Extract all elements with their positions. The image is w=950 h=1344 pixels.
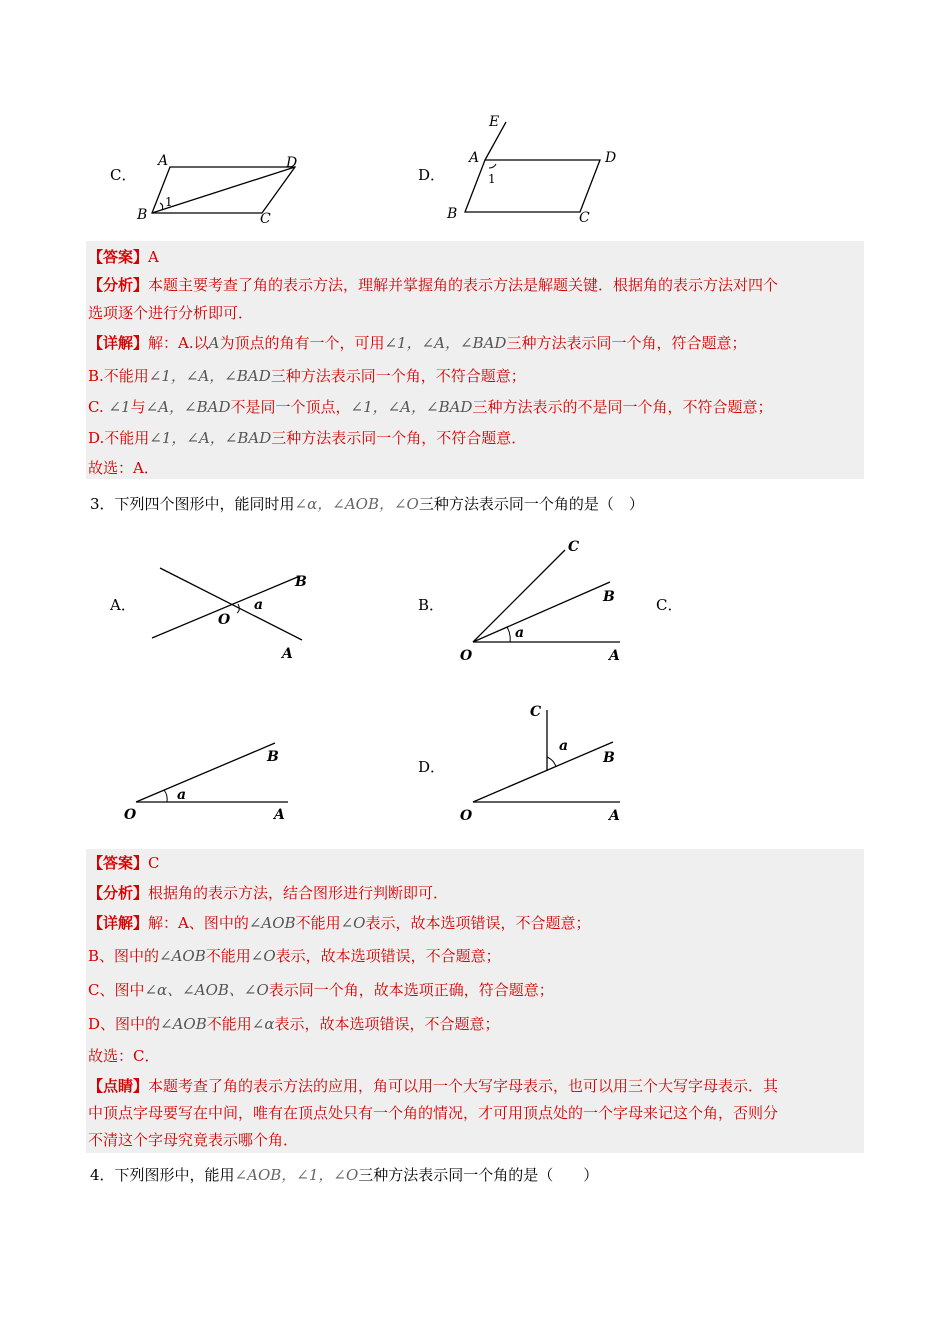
q2-detail-line-2 [88, 365, 526, 386]
q2-detail-3m2: ∠A，∠BAD [145, 398, 231, 416]
q3-option-c-label: C． [656, 596, 683, 614]
q3-detail-1a: 解：A、图中的 [148, 914, 249, 932]
q2d-label-A: A [469, 150, 480, 166]
q3-detail-1m2: ∠O [340, 914, 366, 932]
q2d-label-D: D [605, 150, 617, 166]
q2c-label-1: 1 [165, 195, 173, 209]
q3-detail-2a: B、图中的 [88, 947, 160, 965]
q2-option-c-label: C． [110, 166, 137, 184]
q2-analysis-text-1: 本题主要考查了角的表示方法，理解并掌握角的表示方法是解题关键．根据角的表示方法对四个 [148, 276, 779, 294]
q3-option-a-label: A． [110, 596, 136, 614]
q2c-label-A: A [158, 153, 169, 169]
q3b-label-B: B [603, 589, 615, 605]
q3c-label-O: O [124, 807, 137, 823]
q2-detail-1b: 为顶点的角有一个，可用 [219, 334, 385, 352]
q3-choice-line: 故选：C． [88, 1047, 160, 1065]
q3-detail-2m2: ∠O [250, 947, 276, 965]
q2-detail-1m: A [208, 334, 220, 352]
q2-detail-3b: 与 [130, 398, 146, 416]
q3-detail-4m2: ∠α [251, 1015, 275, 1033]
q2-detail-line-4 [88, 427, 526, 448]
q3-detail-line-1 [88, 912, 591, 933]
q2-answer-tag: 【答案】 [88, 248, 149, 266]
q3-stem-math: ∠α，∠AOB，∠O [294, 495, 419, 513]
q2-choice-line: 故选：A． [88, 459, 159, 477]
q2-analysis-line-2: 选项逐个进行分析即可． [88, 304, 254, 322]
q3-figure-a [140, 560, 320, 665]
q3b-label-A: A [609, 648, 620, 664]
q2-detail-3m3: ∠1，∠A，∠BAD [350, 398, 473, 416]
q3c-label-alpha: a [177, 787, 187, 803]
q3-detail-4b: 不能用 [206, 1015, 252, 1033]
q3-figure-d [455, 700, 635, 827]
q3-comment-tag: 【点睛】 [88, 1077, 149, 1095]
q2d-label-E: E [489, 114, 500, 130]
q2-analysis-line-1 [88, 274, 778, 295]
q2-option-d-label: D． [418, 166, 446, 184]
q3-detail-2m: ∠AOB [159, 947, 206, 965]
q2-answer-box [86, 241, 864, 479]
q3-option-d-label: D． [418, 758, 446, 776]
q2-detail-4m: ∠1，∠A，∠BAD [149, 429, 272, 447]
q2-answer-line [88, 246, 159, 267]
q3-stem [90, 493, 644, 514]
q3-analysis-text: 根据角的表示方法，结合图形进行判断即可． [148, 884, 449, 902]
q3-detail-tag: 【详解】 [88, 914, 149, 932]
q3-analysis-tag: 【分析】 [88, 884, 149, 902]
q2d-label-B: B [447, 206, 458, 222]
q3-answer-value: C [148, 854, 160, 872]
q3a-label-O: O [218, 612, 231, 628]
q3-figure-c [120, 735, 300, 827]
q3-option-b-label: B． [418, 596, 445, 614]
q2d-label-1: 1 [488, 172, 496, 186]
q3c-label-A: A [274, 807, 285, 823]
q3-detail-2c: 表示，故本选项错误，不合题意； [275, 947, 501, 965]
q2d-label-C: C [579, 210, 590, 226]
q2-detail-2a: B.不能用 [88, 367, 149, 385]
q3-comment-line-1 [88, 1075, 778, 1096]
q3-detail-3m: ∠α、∠AOB、∠O [144, 981, 269, 999]
q3-comment-1: 本题考查了角的表示方法的应用，角可以用一个大写字母表示，也可以用三个大写字母表示．其 [148, 1077, 779, 1095]
q3b-label-C: C [568, 539, 580, 555]
q3-figure-b [455, 535, 635, 665]
q4-stem-math: ∠AOB，∠1，∠O [234, 1166, 359, 1184]
q3a-label-alpha: a [254, 597, 264, 613]
q2-detail-2m: ∠1，∠A，∠BAD [148, 367, 271, 385]
q2-figure-c [130, 145, 310, 230]
q2-detail-3a: C. [88, 398, 109, 416]
q3d-label-C: C [530, 704, 542, 720]
q2-detail-4b: 三种方法表示同一个角，不符合题意． [271, 429, 527, 447]
q2-detail-line-3 [88, 396, 772, 417]
q3-detail-1b: 不能用 [295, 914, 341, 932]
q3-answer-tag: 【答案】 [88, 854, 149, 872]
q2-detail-line-1 [88, 332, 746, 353]
q4-stem-b: 三种方法表示同一个角的是（ ） [358, 1166, 599, 1184]
q3c-label-B: B [267, 749, 279, 765]
q2-detail-3m: ∠1 [108, 398, 131, 416]
q3-detail-3a: C、图中 [88, 981, 145, 999]
q3-detail-line-4 [88, 1013, 500, 1034]
q2-detail-tag: 【详解】 [88, 334, 149, 352]
q2c-label-C: C [260, 211, 271, 227]
q2-answer-value: A [148, 248, 159, 266]
q3d-label-alpha: a [559, 738, 569, 754]
q3a-label-A: A [282, 646, 293, 662]
q3-detail-line-2 [88, 945, 501, 966]
q3-detail-4a: D、图中的 [88, 1015, 161, 1033]
q2c-label-D: D [286, 155, 298, 171]
q4-stem [90, 1164, 598, 1185]
q3-detail-1m: ∠AOB [248, 914, 296, 932]
q3-stem-a: 3．下列四个图形中，能同时用 [90, 495, 295, 513]
q3-detail-line-3 [88, 979, 554, 1000]
q3-detail-4c: 表示，故本选项错误，不合题意； [274, 1015, 500, 1033]
q3-detail-1c: 表示，故本选项错误，不合题意； [365, 914, 591, 932]
q3b-label-O: O [460, 648, 473, 664]
q3-detail-4m: ∠AOB [160, 1015, 207, 1033]
q3-detail-2b: 不能用 [205, 947, 251, 965]
q3b-label-alpha: a [515, 625, 525, 641]
q3-answer-line [88, 852, 160, 873]
q3-comment-line-2: 中顶点字母要写在中间，唯有在顶点处只有一个角的情况，才可用顶点处的一个字母来记这个角，否则分 [88, 1104, 779, 1122]
q3-analysis-line [88, 882, 448, 903]
q3d-label-B: B [603, 750, 615, 766]
q2-figure-d [440, 112, 630, 230]
q3-answer-box [86, 849, 864, 1153]
q3d-label-A: A [609, 808, 620, 824]
q2c-label-B: B [137, 207, 148, 223]
q3-comment-line-3: 不清这个字母究竟表示哪个角． [88, 1131, 299, 1149]
q3-detail-3b: 表示同一个角，故本选项正确，符合题意； [268, 981, 554, 999]
q2-analysis-tag: 【分析】 [88, 276, 149, 294]
q2-detail-4a: D.不能用 [88, 429, 150, 447]
q2-detail-1a: 解：A.以 [148, 334, 209, 352]
q3-stem-b: 三种方法表示同一个角的是（ ） [418, 495, 644, 513]
q2-detail-2b: 三种方法表示同一个角，不符合题意； [270, 367, 526, 385]
q2-detail-3c: 不是同一个顶点， [230, 398, 351, 416]
q2-detail-1c: 三种方法表示同一个角，符合题意； [506, 334, 747, 352]
q2-detail-3d: 三种方法表示的不是同一个角，不符合题意； [472, 398, 773, 416]
q3a-label-B: B [295, 574, 307, 590]
q2-detail-1m2: ∠1，∠A，∠BAD [384, 334, 507, 352]
q4-stem-a: 4．下列图形中，能用 [90, 1166, 235, 1184]
q3d-label-O: O [460, 808, 473, 824]
